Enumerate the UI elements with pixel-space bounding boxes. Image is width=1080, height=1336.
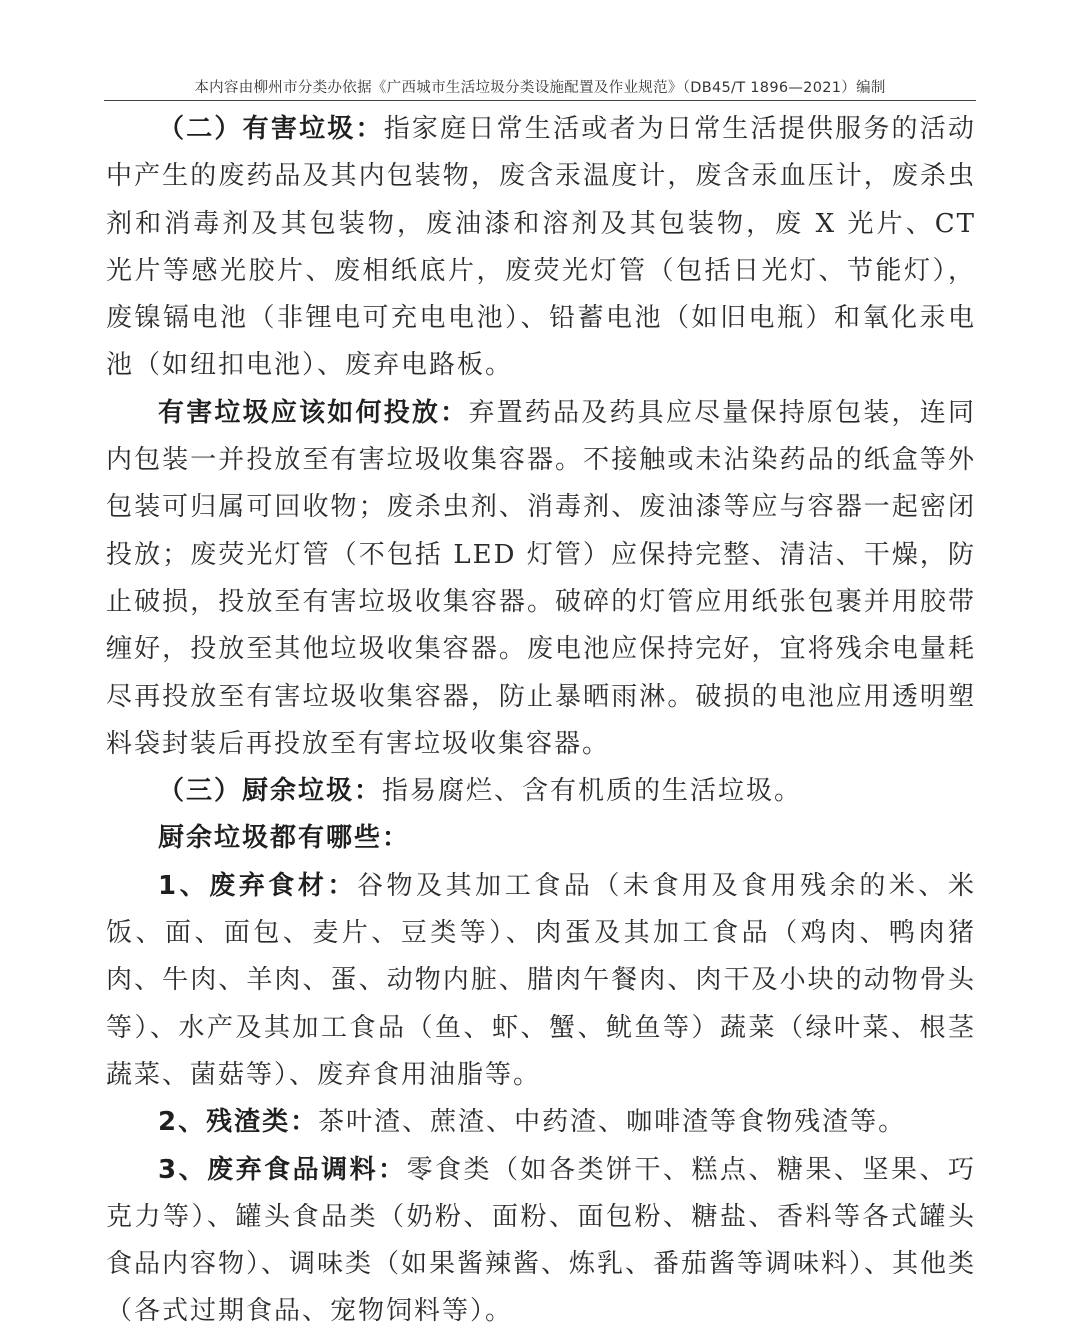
paragraph-hazardous-waste-definition (106, 106, 976, 390)
page-header: 本内容由柳州市分类办依据《广西城市生活垃圾分类设施配置及作业规范》（DB45/T 1896—2021）编制 (194, 80, 886, 96)
paragraph-heading: 厨余垃圾都有哪些： (158, 823, 411, 854)
paragraph-discarded-food-materials (106, 863, 976, 1099)
paragraph-residue (106, 1099, 976, 1146)
paragraph-discarded-condiments (106, 1147, 976, 1336)
paragraph-text: 指家庭日常生活或者为日常生活提供服务的活动中产生的废药品及其内包装物，废含汞温度计，废含汞血压计，废杀虫剂和消毒剂及其包装物，废油漆和溶剂及其包装物，废 X 光片、CT 光片等感光胶片、废相纸底片，废荧光灯管（包括日光灯、节能灯），废镍镉电池（非锂电可充电电池）、铅蓄电池（如旧电瓶）和氧化汞电池（如纽扣电池）、废弃电路板。 (106, 114, 976, 381)
paragraph-heading: （二）有害垃圾： (158, 114, 384, 144)
paragraph-hazardous-waste-disposal (106, 390, 976, 768)
header-divider (104, 100, 976, 101)
paragraph-heading: 1、废弃食材： (158, 870, 357, 901)
paragraph-heading: 有害垃圾应该如何投放： (158, 397, 469, 428)
paragraph-text: 零食类（如各类饼干、糕点、糖果、坚果、巧克力等）、罐头食品类（奶粉、面粉、面包粉、糖盐、香料等各式罐头食品内容物）、调味类（如果酱辣酱、炼乳、番茄酱等调味料）、其他类（各式过期食品、宠物饲料等）。 (106, 1154, 977, 1327)
paragraph-text: 谷物及其加工食品（未食用及食用残余的米、米饭、面、面包、麦片、豆类等）、肉蛋及其加工食品（鸡肉、鸭肉猪肉、牛肉、羊肉、蛋、动物内脏、腊肉午餐肉、肉干及小块的动物骨头等）、水产及其加工食品（鱼、虾、蟹、鱿鱼等）蔬菜（绿叶菜、根茎蔬菜、菌菇等）、废弃食用油脂等。 (106, 870, 976, 1090)
paragraph-kitchen-waste-types-heading (106, 815, 976, 862)
paragraph-text: 弃置药品及药具应尽量保持原包装，连同内包装一并投放至有害垃圾收集容器。不接触或未沾染药品的纸盒等外包装可归属可回收物；废杀虫剂、消毒剂、废油漆等应与容器一起密闭投放；废荧光灯管（不包括 LED 灯管）应保持完整、清洁、干燥，防止破损，投放至有害垃圾收集容器。破碎的灯管应用纸张包裹并用胶带缠好，投放至其他垃圾收集容器。废电池应保持完好，宜将残余电量耗尽再投放至有害垃圾收集容器，防止暴晒雨淋。破损的电池应用透明塑料袋封装后再投放至有害垃圾收集容器。 (106, 397, 976, 759)
paragraph-text: 指易腐烂、含有机质的生活垃圾。 (382, 776, 803, 807)
paragraph-text: 茶叶渣、蔗渣、中药渣、咖啡渣等食物残渣等。 (318, 1107, 907, 1138)
document-body (106, 106, 976, 1336)
paragraph-heading: 3、废弃食品调料： (158, 1154, 407, 1185)
paragraph-kitchen-waste-definition (106, 768, 976, 815)
paragraph-heading: 2、残渣类： (158, 1107, 319, 1138)
paragraph-heading: （三）厨余垃圾： (158, 776, 383, 807)
